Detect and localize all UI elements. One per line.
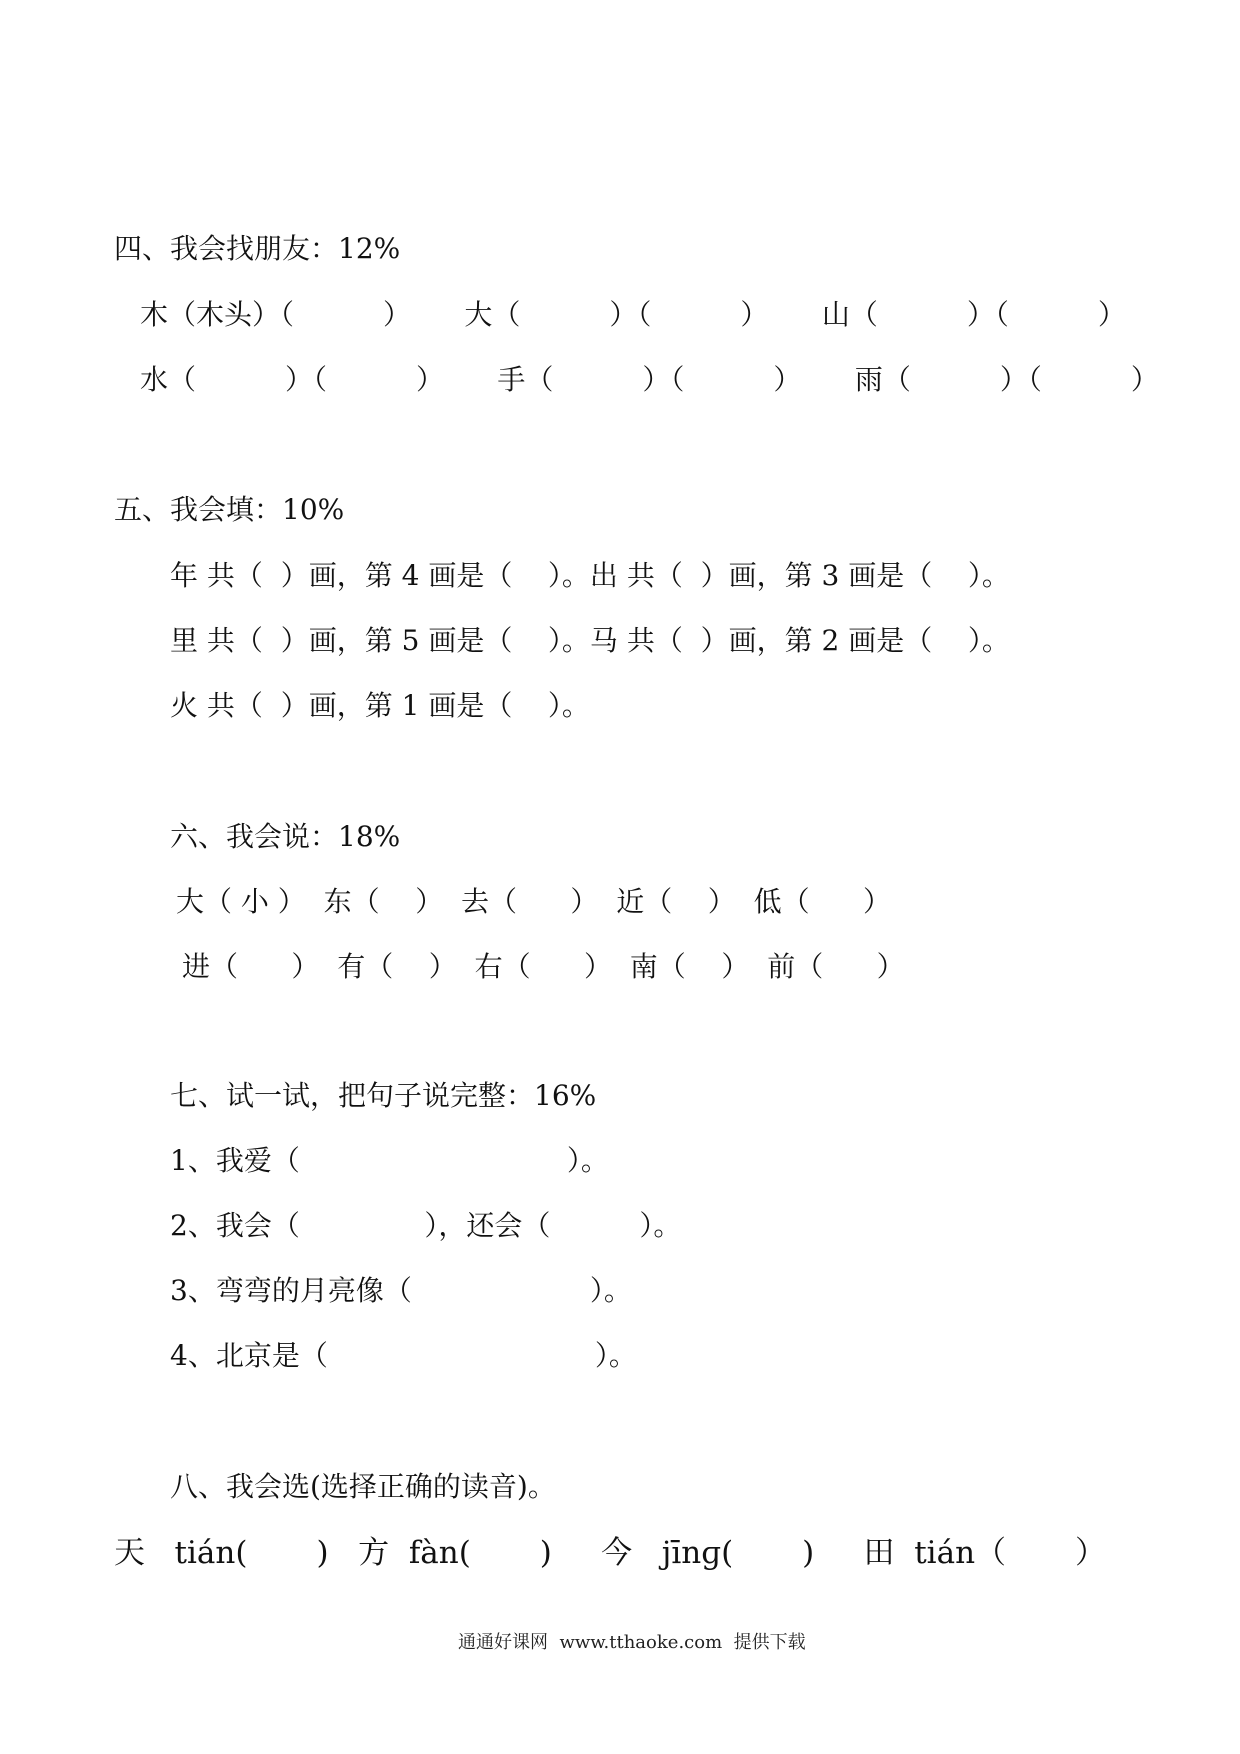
section-4-title: 四、我会找朋友：12%: [114, 232, 401, 265]
section-5-row-2: 里 共（ ）画，第 5 画是（ ）。马 共（ ）画，第 2 画是（ ）。: [170, 624, 1010, 657]
page-footer: 通通好课网 www.tthaoke.com 提供下载: [458, 1632, 806, 1653]
section-5-row-3: 火 共（ ）画，第 1 画是（ ）。: [170, 689, 590, 722]
section-7-item-1: 1、我爱（ ）。: [170, 1144, 609, 1177]
section-7-item-2: 2、我会（ ），还会（ ）。: [170, 1209, 682, 1242]
section-4-row-2: 水（ ）（ ） 手（ ）（ ） 雨（ ）（ ）: [140, 363, 1159, 396]
section-7-title: 七、试一试，把句子说完整：16%: [170, 1079, 597, 1112]
section-6-row-2: 进（ ） 有（ ） 右（ ） 南（ ） 前（ ）: [182, 950, 905, 983]
section-5-row-1: 年 共（ ）画，第 4 画是（ ）。出 共（ ）画，第 3 画是（ ）。: [170, 559, 1010, 592]
section-7-item-4: 4、北京是（ ）。: [170, 1339, 637, 1372]
section-7-item-3: 3、弯弯的月亮像（ ）。: [170, 1274, 632, 1307]
section-8-pinyin-row: 天 tián( ) 方 fàn( ) 今 jīnɡ( ) 田 tián（ ）: [114, 1535, 1107, 1571]
section-4-row-1: 木（木头）（ ） 大（ ）（ ） 山（ ）（ ）: [140, 298, 1126, 331]
section-6-title: 六、我会说：18%: [170, 820, 401, 853]
section-8-title: 八、我会选(选择正确的读音)。: [170, 1470, 556, 1503]
section-5-title: 五、我会填：10%: [114, 493, 345, 526]
section-6-row-1: 大（ 小 ） 东（ ） 去（ ） 近（ ） 低（ ）: [176, 885, 892, 918]
